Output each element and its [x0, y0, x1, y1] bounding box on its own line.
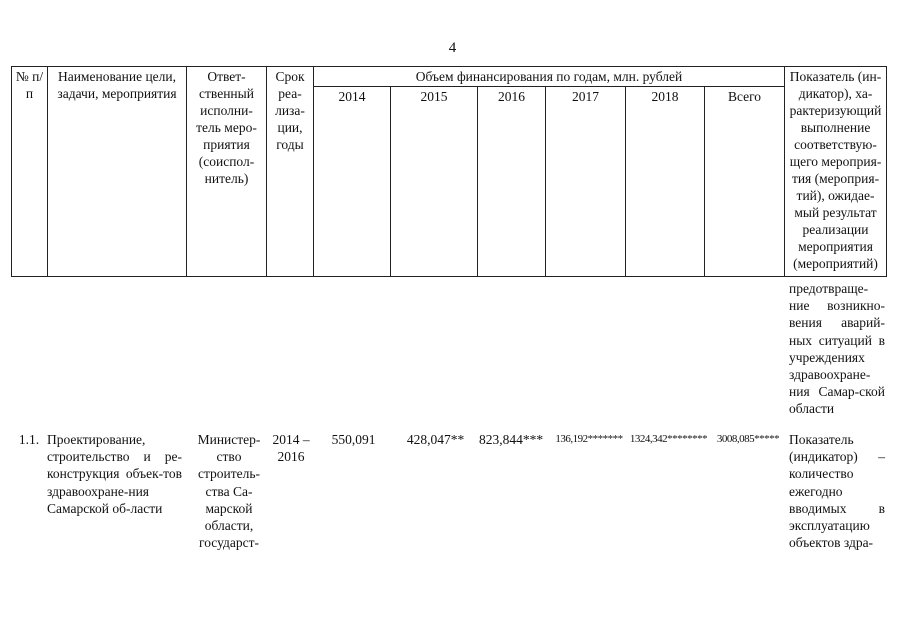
row-name: Проектирование, строительство и ре-конструкция объек-тов здравоохране-ния Самарской об-ласти	[47, 432, 182, 516]
header-year-2015: 2015	[391, 87, 478, 277]
continued-indicator-text: предотвраще-ние возникно-вения аварий-ных ситуаций в учреждениях здравоохране-ния Самар-ской области	[789, 281, 885, 417]
header-year-2016: 2016	[478, 87, 546, 277]
header-year-2017: 2017	[546, 87, 626, 277]
header-name: Наименование цели, задачи, мероприятия	[48, 67, 187, 277]
header-year-2018: 2018	[626, 87, 705, 277]
row-term: 2014 – 2016	[272, 432, 310, 465]
header-financing: Объем финансирования по годам, млн. рублей	[314, 67, 785, 87]
header-indicator: Показатель (ин-дикатор), ха-рактеризующий выполнение соответствую-щего мероприя-тия (мероприя-тий), ожидае-мый результат реализации мероприятия (мероприятий)	[785, 67, 887, 277]
row-value-2015: 428,047**	[406, 432, 465, 447]
header-term: Срок реа-лиза-ции, годы	[267, 67, 314, 277]
header-responsible: Ответ-ственный исполни-тель меро-приятия (соиспол-нитель)	[187, 67, 267, 277]
row-value-2014: 550,091	[331, 432, 376, 447]
row-value-2017: 136,192*******	[555, 433, 623, 445]
row-responsible: Министер-ство строитель-ства Са-марской области, государст-	[197, 432, 261, 551]
financing-table	[11, 66, 887, 277]
row-value-2018: 1324,342********	[629, 433, 708, 445]
header-total: Всего	[705, 87, 785, 277]
header-num: № п/п	[12, 67, 48, 277]
row-indicator: Показатель (индикатор) – количество ежегодно вводимых в эксплуатацию объектов здра-	[789, 432, 885, 551]
page-number: 4	[448, 40, 457, 56]
header-year-2014: 2014	[314, 87, 391, 277]
row-value-total: 3008,085*****	[716, 433, 780, 445]
row-num: 1.1.	[18, 432, 40, 447]
row-value-2016: 823,844***	[478, 432, 544, 447]
